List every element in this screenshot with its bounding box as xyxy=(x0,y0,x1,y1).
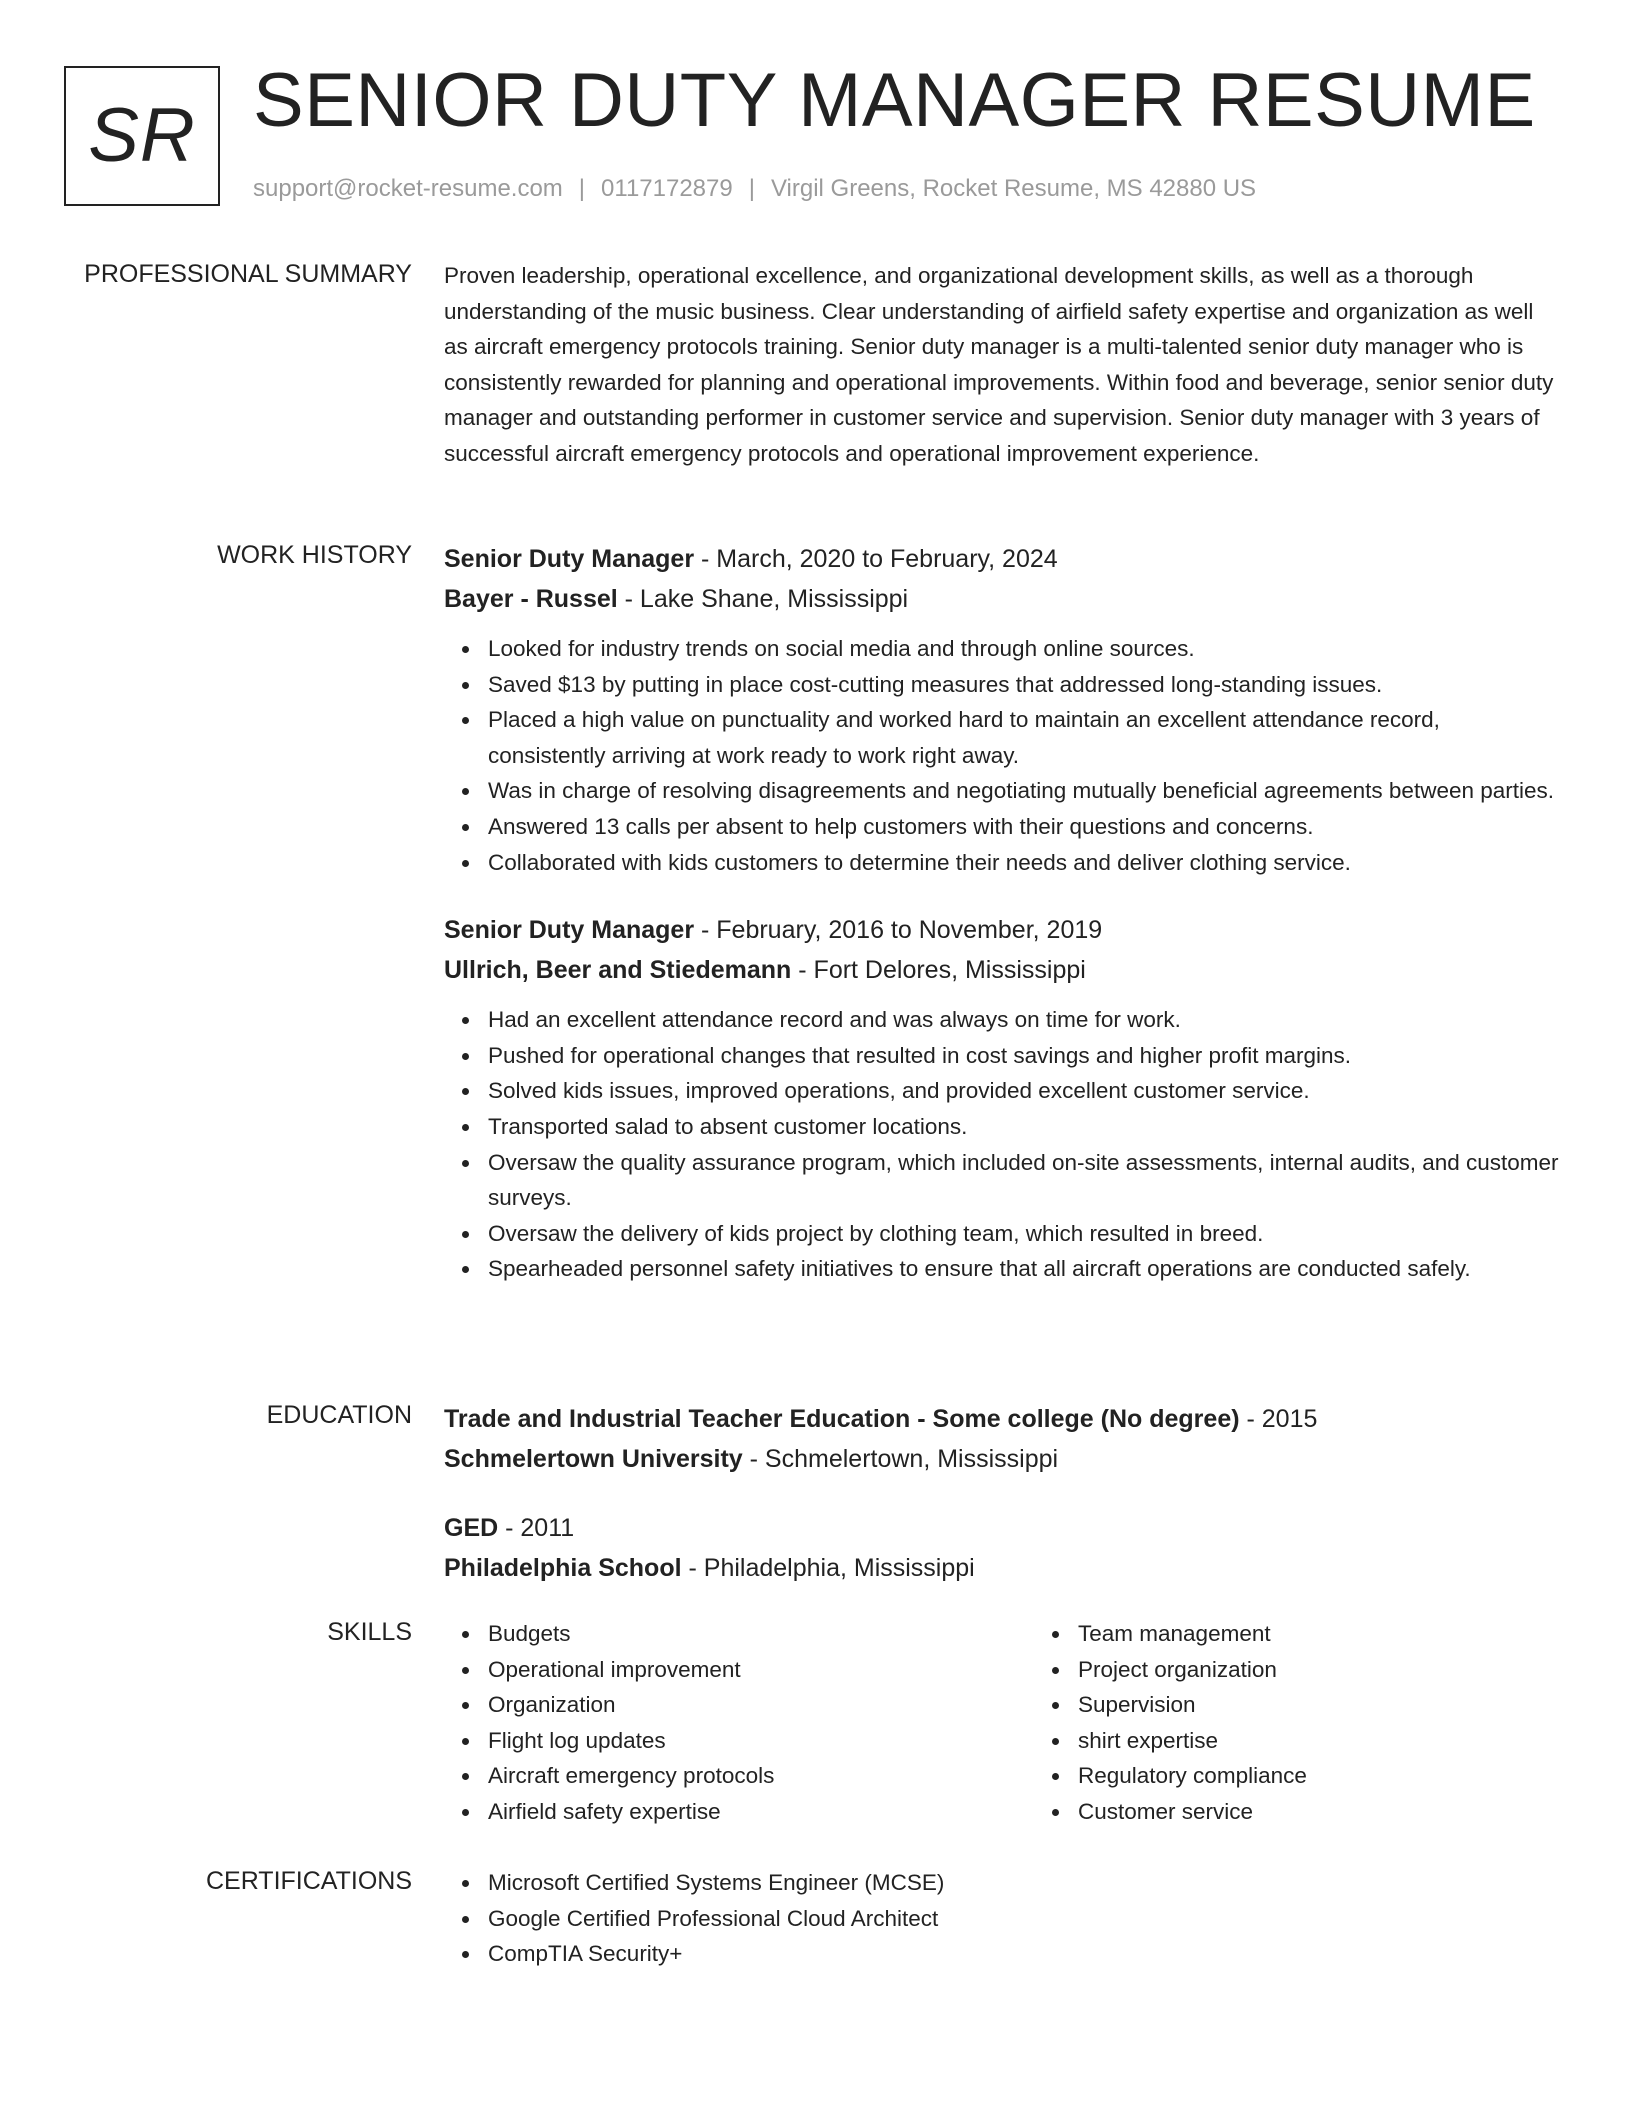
list-item: Regulatory compliance xyxy=(1078,1758,1624,1794)
monogram-box xyxy=(64,66,220,206)
list-item: Saved $13 by putting in place cost-cutting measures that addressed long-standing issues. xyxy=(488,667,1560,703)
list-item: Answered 13 calls per absent to help customers with their questions and concerns. xyxy=(488,809,1560,845)
job-duties-list xyxy=(444,631,1560,880)
list-item: CompTIA Security+ xyxy=(488,1936,1560,1972)
list-item: Pushed for operational changes that resulted in cost savings and higher profit margins. xyxy=(488,1038,1560,1074)
list-item: Customer service xyxy=(1078,1794,1624,1830)
job-title: Senior Duty Manager xyxy=(444,545,695,573)
list-item: Supervision xyxy=(1078,1687,1624,1723)
education-location: - Schmelertown, Mississippi xyxy=(742,1445,1059,1473)
section-label-skills: SKILLS xyxy=(327,1618,412,1646)
education-heading xyxy=(444,1508,1560,1548)
list-item: Was in charge of resolving disagreements and negotiating mutually beneficial agreements between parties. xyxy=(488,773,1560,809)
contact-line xyxy=(253,174,1256,204)
job-company: Bayer - Russel xyxy=(444,585,618,613)
list-item: Google Certified Professional Cloud Architect xyxy=(488,1901,1560,1937)
education-year: - 2015 xyxy=(1239,1405,1318,1433)
contact-email[interactable]: support@rocket-resume.com xyxy=(253,175,563,202)
job-heading xyxy=(444,539,1560,579)
list-item: Placed a high value on punctuality and worked hard to maintain an excellent attendance record, consistently arriving at work ready to work right away. xyxy=(488,702,1560,773)
contact-separator: | xyxy=(578,175,586,202)
contact-separator: | xyxy=(748,175,755,202)
list-item: Oversaw the quality assurance program, which included on-site assessments, internal audits, and customer surveys. xyxy=(488,1145,1560,1216)
job-heading xyxy=(444,910,1560,950)
job-duties-list xyxy=(444,1002,1560,1287)
contact-phone[interactable]: 0117172879 xyxy=(601,175,733,202)
list-item: Solved kids issues, improved operations, and provided excellent customer service. xyxy=(488,1073,1560,1109)
education-heading xyxy=(444,1399,1560,1439)
job-location: - Fort Delores, Mississippi xyxy=(791,956,1086,985)
job-company: Ullrich, Beer and Stiedemann xyxy=(444,956,792,985)
contact-address: Virgil Greens, Rocket Resume, MS 42880 US xyxy=(770,175,1257,202)
list-item: Project organization xyxy=(1078,1652,1624,1688)
education-degree: GED xyxy=(444,1514,499,1542)
section-label-summary: PROFESSIONAL SUMMARY xyxy=(84,260,412,288)
list-item: Aircraft emergency protocols xyxy=(488,1758,1034,1794)
education-degree: Trade and Industrial Teacher Education - Some college (No degree) xyxy=(444,1405,1240,1433)
job-entry xyxy=(444,539,1560,880)
section-label-education: EDUCATION xyxy=(266,1401,412,1429)
section-label-certifications: CERTIFICATIONS xyxy=(205,1867,412,1895)
job-company-line xyxy=(444,950,1560,990)
list-item: Flight log updates xyxy=(488,1723,1034,1759)
list-item: Looked for industry trends on social media and through online sources. xyxy=(488,631,1560,667)
education-entry xyxy=(444,1399,1560,1479)
education-school-line xyxy=(444,1439,1560,1479)
education-school: Schmelertown University xyxy=(444,1445,743,1473)
skills-columns xyxy=(444,1616,1560,1830)
resume-title: SENIOR DUTY MANAGER RESUME xyxy=(253,58,1536,143)
job-dates: - February, 2016 to November, 2019 xyxy=(694,916,1103,945)
list-item: Organization xyxy=(488,1687,1034,1723)
list-item: Microsoft Certified Systems Engineer (MCSE) xyxy=(488,1865,1560,1901)
job-title: Senior Duty Manager xyxy=(444,916,695,945)
list-item: Oversaw the delivery of kids project by clothing team, which resulted in breed. xyxy=(488,1216,1560,1252)
education-school: Philadelphia School xyxy=(444,1554,682,1582)
education-entry xyxy=(444,1508,1560,1588)
list-item: Had an excellent attendance record and was always on time for work. xyxy=(488,1002,1560,1038)
skills-list-right xyxy=(1034,1616,1624,1830)
summary-text: Proven leadership, operational excellence, and organizational development skills, as well as a thorough understanding of the music business. Clear understanding of airfield safety expertise and organization as well as aircraft emergency protocols training. Senior duty manager is a multi-talented senior duty manager who is consistently rewarded for planning and operational improvements. Within food and beverage, senior senior duty manager and outstanding performer in customer service and supervision. Senior duty manager with 3 years of successful aircraft emergency protocols and operational improvement experience. xyxy=(444,263,1554,466)
education-location: - Philadelphia, Mississippi xyxy=(681,1554,975,1582)
education-school-line xyxy=(444,1548,1560,1588)
list-item: Airfield safety expertise xyxy=(488,1794,1034,1830)
skills-list-left xyxy=(444,1616,1034,1830)
section-label-work-history: WORK HISTORY xyxy=(217,541,412,569)
list-item: Team management xyxy=(1078,1616,1624,1652)
job-entry xyxy=(444,910,1560,1287)
list-item: Collaborated with kids customers to determine their needs and deliver clothing service. xyxy=(488,845,1560,881)
list-item: Operational improvement xyxy=(488,1652,1034,1688)
list-item: Spearheaded personnel safety initiatives to ensure that all aircraft operations are conducted safely. xyxy=(488,1251,1560,1287)
monogram-initials: SR xyxy=(88,93,196,178)
list-item: shirt expertise xyxy=(1078,1723,1624,1759)
job-company-line xyxy=(444,579,1560,619)
education-year: - 2011 xyxy=(498,1514,575,1542)
job-dates: - March, 2020 to February, 2024 xyxy=(694,545,1058,573)
job-location: - Lake Shane, Mississippi xyxy=(617,585,909,613)
list-item: Transported salad to absent customer locations. xyxy=(488,1109,1560,1145)
list-item: Budgets xyxy=(488,1616,1034,1652)
certifications-list xyxy=(444,1865,1560,1972)
